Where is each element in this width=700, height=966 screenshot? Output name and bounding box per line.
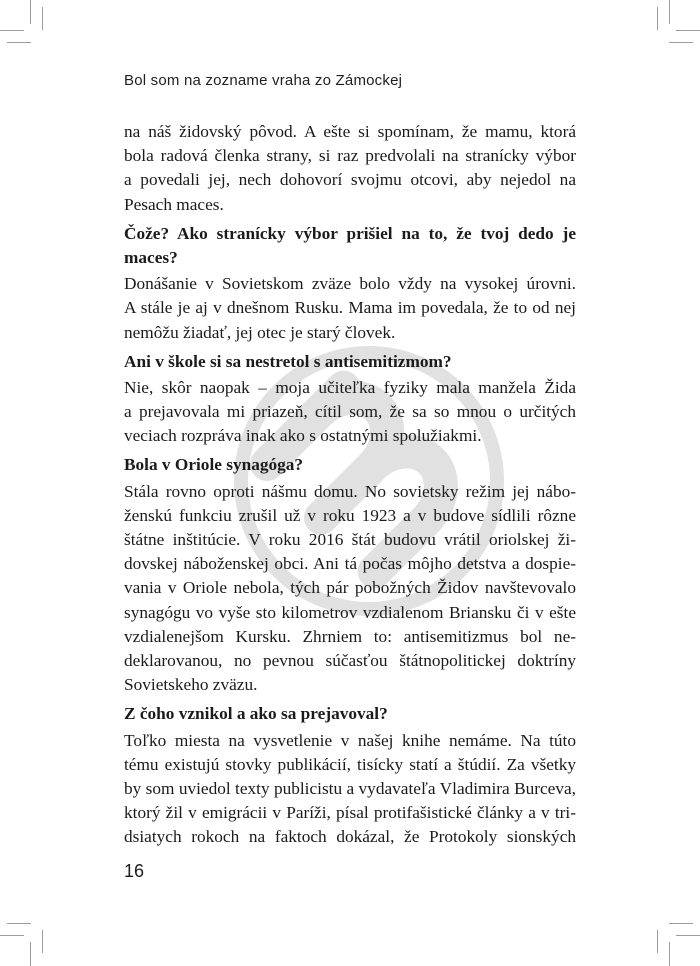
crop-mark [669,942,670,966]
text-line: Z čoho vznikol a ako sa prejavoval? [124,704,388,724]
text-line: veciach rozpráva inak ako s ostatnými spolužiakmi. [124,426,482,446]
crop-mark [657,7,658,30]
text-line: bola radová členka strany, si raz predvolali na stranícky výbor [124,146,576,166]
text-line: Ani v škole si sa nestretol s antisemitizmom? [124,351,452,371]
crop-mark [676,935,700,936]
text-line: na náš židovský pôvod. A ešte si spomínam, že mamu, ktorá [124,122,576,141]
running-header: Bol som na zozname vraha zo Zámockej [124,72,403,89]
crop-mark [669,0,670,24]
content-area [124,120,576,849]
page-number: 16 [124,861,145,881]
crop-mark [0,935,24,936]
text-line: Bola v Oriole synagóga? [124,455,304,475]
text-line: a povedali jej, nech dohovorí svojmu otcovi, aby nejedol na [124,170,576,190]
text-line: a prejavovala mi priazeň, cítil som, že sa so mnou o určitých [124,402,576,422]
text-line: tému existujú stovky publikácií, tisícky statí a štúdií. Za všetky [124,754,576,774]
text-line: Pesach maces. [124,194,224,214]
crop-mark [669,923,693,924]
text-line: deklarovanou, no pevnou súčasťou štátnopolitickej doktríny [124,650,576,670]
crop-mark [42,7,43,30]
crop-mark [676,30,700,31]
paragraph [124,480,576,698]
question-heading [124,222,576,270]
text-line: Sovietskeho zväzu. [124,675,258,695]
text-line: Toľko miesta na vysvetlenie v našej knihe nemáme. Na túto [124,730,576,750]
text-line: maces? [124,247,178,267]
text-line: Nie, skôr naopak – moja učiteľka fyziky mala manžela Žida [124,377,576,397]
text-line: Donášanie v Sovietskom zväze bolo vždy na vysokej úrovni. [124,274,576,294]
text-line: Stála rovno oproti nášmu domu. No sovietsky režim jej nábo- [124,481,576,501]
crop-mark [30,942,31,966]
question-heading [124,350,576,374]
crop-mark [669,42,693,43]
text-line: vania v Oriole nebola, tých pár pobožných Židov navštevovalo [124,578,576,598]
crop-mark [30,0,31,24]
text-line: vzdialenejšom Kursku. Zhrniem to: antisemitizmus bol ne- [124,626,576,646]
paragraph [124,272,576,345]
text-line: nemôžu žiadať, jej otec je starý človek. [124,322,396,342]
crop-mark [7,923,31,924]
text-line: A stále je aj v dnešnom Rusku. Mama im povedala, že to od nej [124,298,576,318]
text-line: Čože? Ako stranícky výbor prišiel na to, že tvoj dedo je [124,223,576,243]
text-line: ženskú funkciu zrušil už v roku 1923 a v budove sídlili rôzne [124,505,576,525]
text-line: štátne inštitúcie. V roku 2016 štát budovu vrátil oriolskej ži- [124,530,576,549]
question-heading [124,702,576,726]
crop-mark [42,930,43,953]
paragraph [124,120,576,217]
paragraph [124,729,576,850]
paragraph [124,376,576,449]
text-line: synagógu vo vyše sto kilometrov vzdialenom Briansku či v ešte [124,602,576,622]
text-line: dovskej náboženskej obci. Ani tá počas môjho detstva a dospie- [124,554,576,574]
crop-mark [657,930,658,953]
crop-mark [0,30,24,31]
text-line: dsiatych rokoch na faktoch dokázal, že Protokoly sionských [124,827,576,847]
crop-mark [7,42,31,43]
text-line: ktorý žil v emigrácii v Paríži, písal protifašistické články a v tri- [124,803,576,823]
question-heading [124,453,576,477]
text-line: by som uviedol texty publicistu a vydavateľa Vladimira Burceva, [124,778,576,798]
